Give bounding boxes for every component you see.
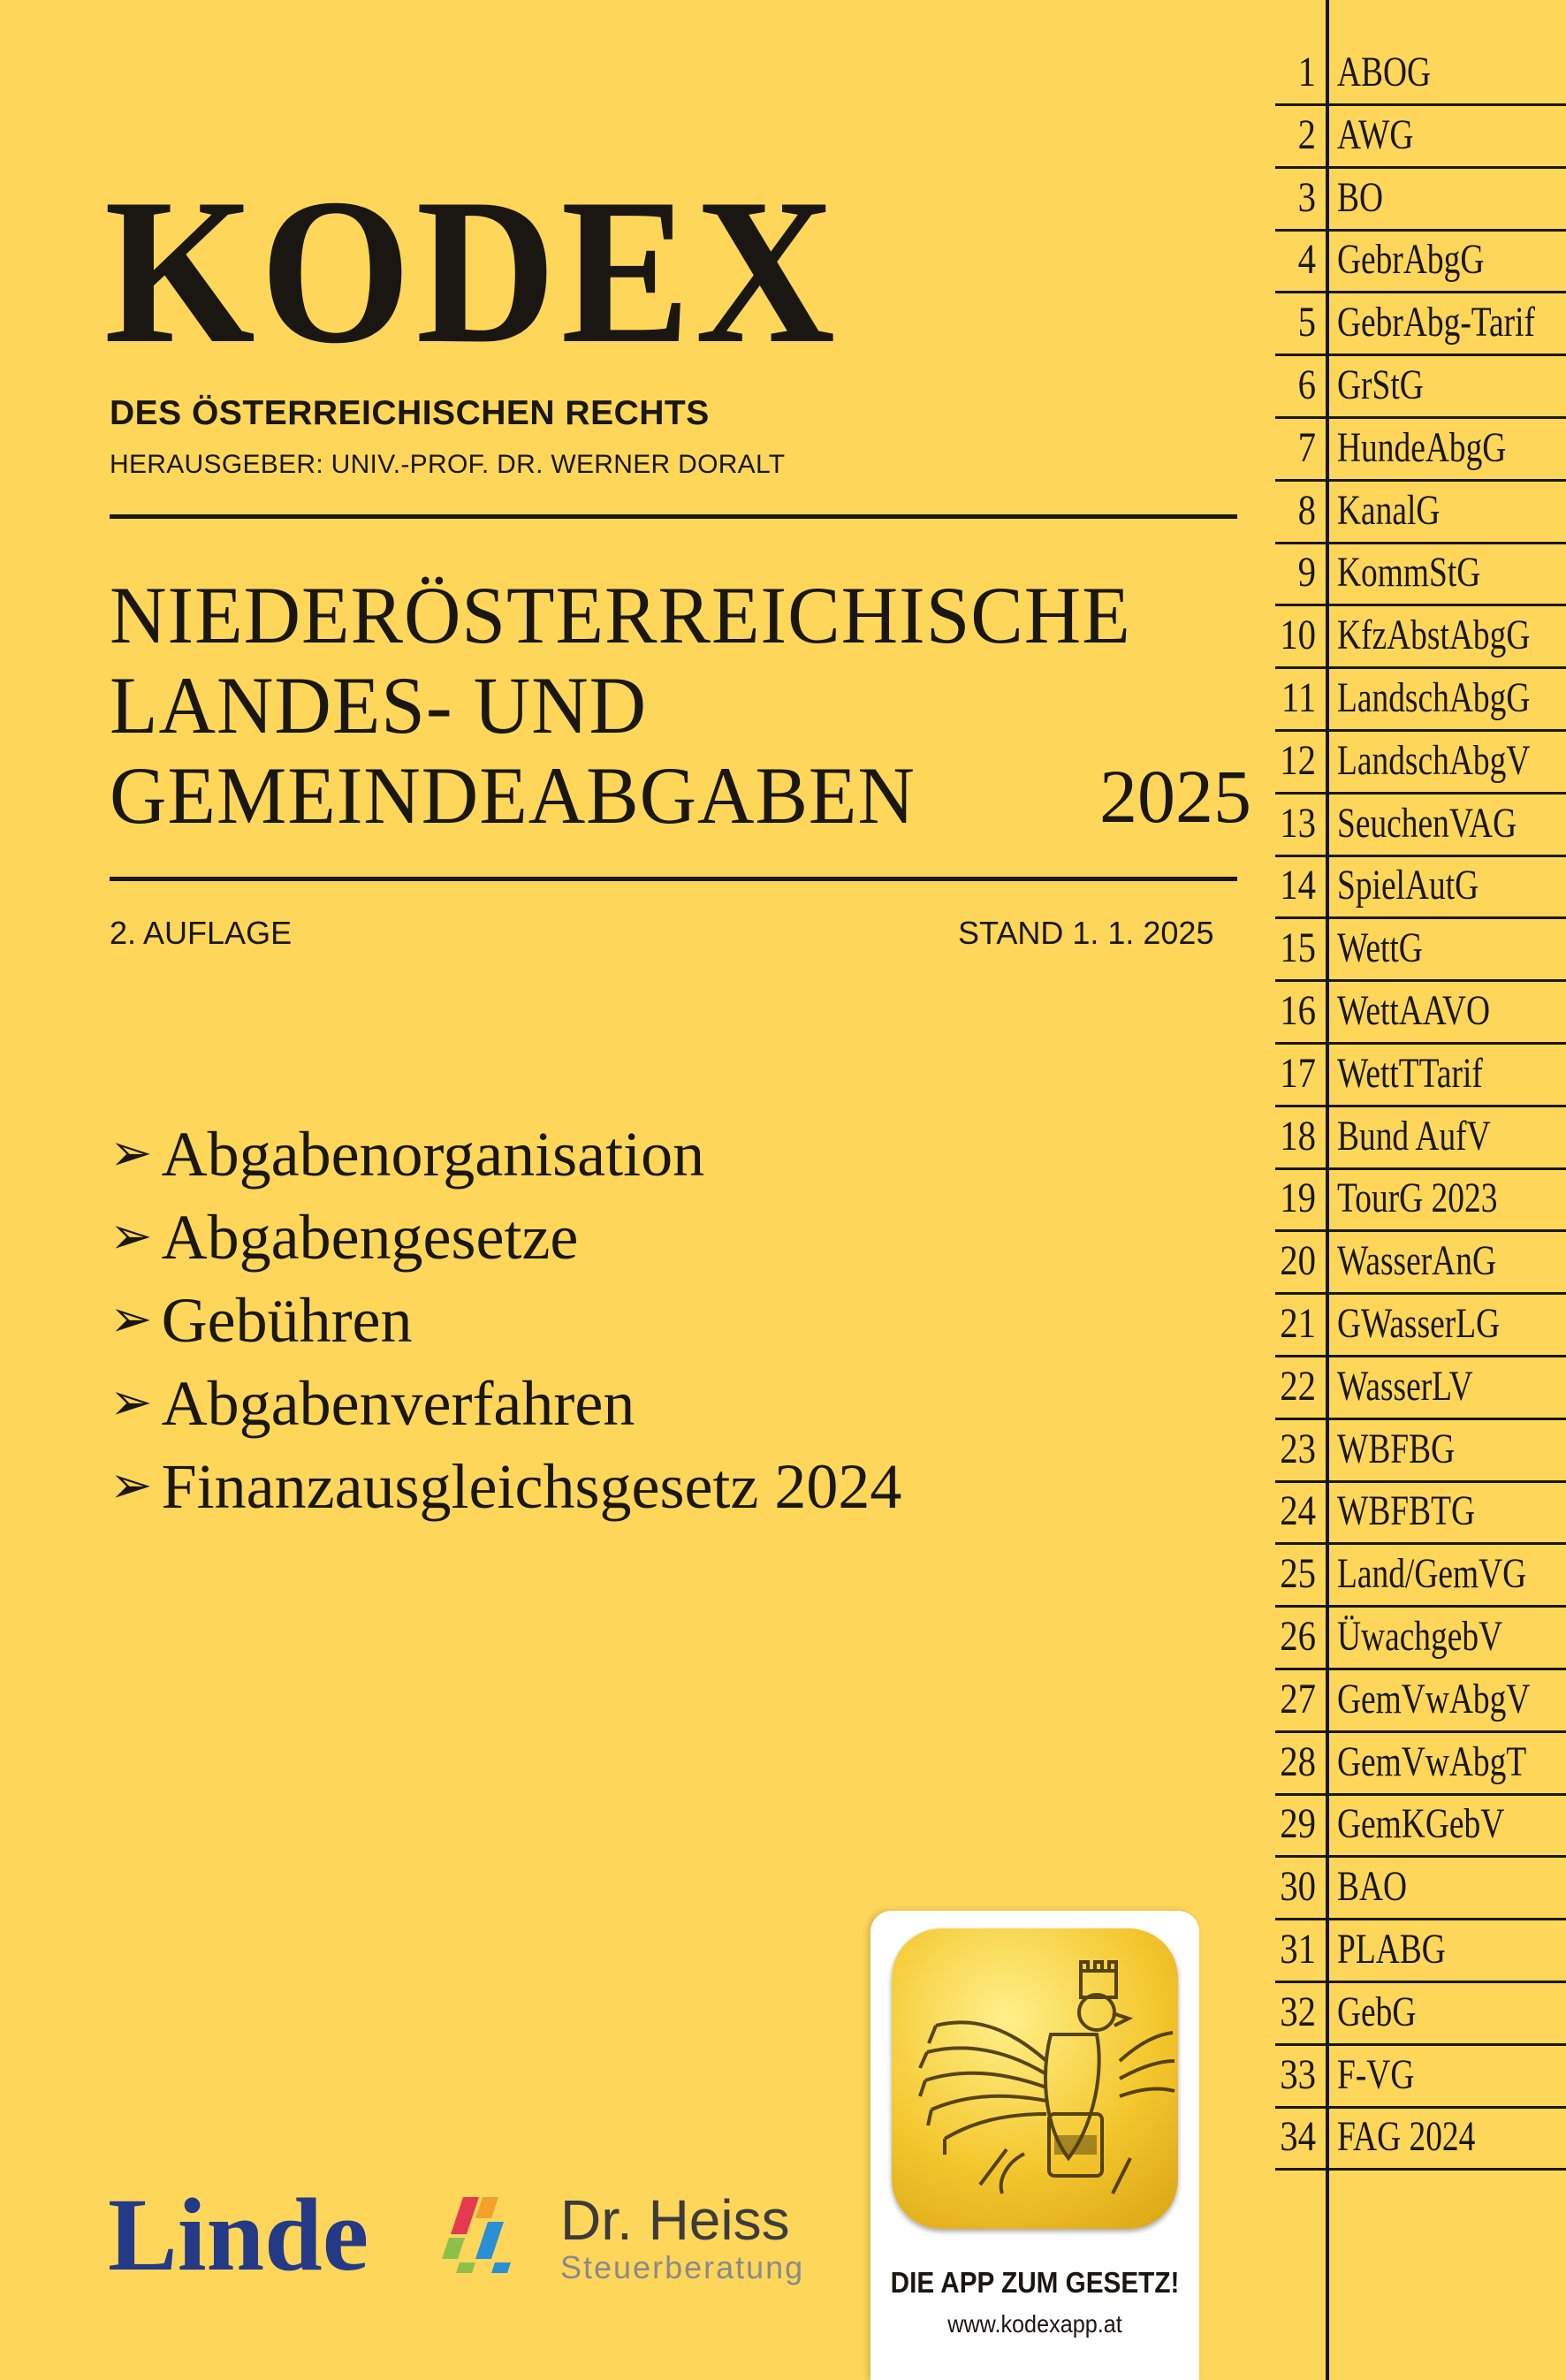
register-number: 2 — [1297, 110, 1316, 158]
register-row — [1275, 169, 1566, 232]
register-row — [1275, 1045, 1566, 1107]
app-url[interactable]: www.kodexapp.at — [947, 2310, 1122, 2338]
register-number: 12 — [1280, 736, 1316, 784]
register-number: 13 — [1280, 799, 1316, 847]
register-number: 25 — [1280, 1550, 1316, 1598]
register-number: 32 — [1280, 1988, 1316, 2035]
register-abbreviation: LandschAbgV — [1337, 736, 1531, 784]
register-number: 31 — [1280, 1926, 1316, 1973]
topic-label: Abgabengesetze — [161, 1202, 579, 1273]
topic-label: Abgabenverfahren — [161, 1368, 635, 1439]
arrow-bullet-icon: ➢ — [110, 1124, 153, 1182]
register-row — [1275, 1733, 1566, 1796]
register-number: 8 — [1297, 486, 1316, 534]
register-number: 20 — [1280, 1237, 1316, 1285]
register-row — [1275, 606, 1566, 669]
register-row — [1275, 1858, 1566, 1920]
register-number: 3 — [1297, 173, 1316, 221]
register-abbreviation: WettG — [1337, 924, 1423, 972]
register-divider — [1275, 2168, 1566, 2171]
register-abbreviation: WasserLV — [1337, 1362, 1473, 1410]
register-row — [1275, 1545, 1566, 1608]
register-row — [1275, 1420, 1566, 1483]
register-number: 29 — [1280, 1800, 1316, 1848]
editor-line: HERAUSGEBER: UNIV.-PROF. DR. WERNER DORALT — [110, 450, 786, 479]
register-row — [1275, 43, 1566, 106]
register-abbreviation: WettTTarif — [1337, 1049, 1483, 1097]
topic-item — [110, 1119, 705, 1190]
dr-heiss-logo-icon — [437, 2190, 525, 2278]
register-abbreviation: GebrAbgG — [1337, 236, 1485, 284]
register-row — [1275, 1670, 1566, 1733]
series-subtitle: DES ÖSTERREICHISCHEN RECHTS — [110, 394, 710, 432]
register-number: 28 — [1280, 1737, 1316, 1785]
register-row — [1275, 356, 1566, 419]
arrow-bullet-icon: ➢ — [110, 1456, 153, 1514]
register-abbreviation: KfzAbstAbgG — [1337, 612, 1531, 659]
register-abbreviation: LandschAbgG — [1337, 674, 1531, 721]
register-number: 17 — [1280, 1049, 1316, 1097]
register-abbreviation: ABOG — [1337, 49, 1432, 95]
arrow-bullet-icon: ➢ — [110, 1207, 153, 1265]
app-icon — [892, 1928, 1178, 2229]
register-number: 33 — [1280, 2050, 1316, 2098]
register-abbreviation: F-VG — [1337, 2050, 1415, 2098]
topic-item — [110, 1368, 635, 1439]
register-abbreviation: GebrAbg-Tarif — [1337, 299, 1536, 346]
register-abbreviation: ÜwachgebV — [1337, 1613, 1503, 1660]
register-number: 19 — [1280, 1175, 1316, 1222]
register-row — [1275, 1357, 1566, 1420]
register-row — [1275, 106, 1566, 169]
register-row — [1275, 1983, 1566, 2046]
register-row — [1275, 419, 1566, 482]
register-number: 4 — [1297, 236, 1316, 284]
register-abbreviation: GWasserLG — [1337, 1300, 1501, 1347]
register-abbreviation: SeuchenVAG — [1337, 799, 1517, 847]
register-row — [1275, 2046, 1566, 2109]
register-abbreviation: BO — [1337, 173, 1384, 221]
register-row — [1275, 982, 1566, 1045]
register-abbreviation: Land/GemVG — [1337, 1550, 1527, 1598]
register-abbreviation: PLABG — [1337, 1926, 1446, 1973]
register-row — [1275, 482, 1566, 544]
register-number: 27 — [1280, 1675, 1316, 1722]
register-abbreviation: GrStG — [1337, 361, 1424, 408]
register-number: 15 — [1280, 924, 1316, 972]
topic-label: Abgabenorganisation — [161, 1119, 705, 1190]
register-row — [1275, 544, 1566, 606]
topic-label: Gebühren — [161, 1285, 413, 1356]
register-row — [1275, 293, 1566, 356]
register-number: 7 — [1297, 423, 1316, 471]
register-number: 9 — [1297, 549, 1316, 597]
register-number: 30 — [1280, 1863, 1316, 1911]
register-number: 23 — [1280, 1425, 1316, 1472]
register-number: 21 — [1280, 1300, 1316, 1347]
register-number: 11 — [1281, 674, 1316, 721]
topic-label: Finanzausgleichsgesetz 2024 — [161, 1451, 902, 1522]
register-row — [1275, 1295, 1566, 1357]
register-abbreviation: HundeAbgG — [1337, 423, 1507, 471]
register-row — [1275, 1169, 1566, 1232]
register-row — [1275, 795, 1566, 857]
register-abbreviation: WBFBG — [1337, 1425, 1456, 1472]
book-year: 2025 — [1099, 754, 1251, 839]
book-title-line-2: LANDES- UND — [110, 660, 648, 750]
register-number: 34 — [1280, 2113, 1316, 2161]
linde-logo: Linde — [108, 2177, 369, 2293]
register-abbreviation: GemVwAbgT — [1337, 1737, 1527, 1785]
topic-item — [110, 1451, 902, 1522]
register-abbreviation: KanalG — [1337, 486, 1441, 534]
app-caption: DIE APP ZUM GESETZ! — [890, 2266, 1180, 2299]
stand-date: STAND 1. 1. 2025 — [958, 915, 1214, 951]
register-abbreviation: GemKGebV — [1337, 1800, 1505, 1848]
register-row — [1275, 1608, 1566, 1670]
book-title-line-3: GEMEINDEABGABEN — [110, 750, 916, 840]
bottom-divider — [110, 877, 1237, 881]
top-divider — [110, 514, 1237, 519]
register-number: 14 — [1280, 862, 1316, 909]
edition-label: 2. AUFLAGE — [110, 915, 293, 951]
register-number: 22 — [1280, 1362, 1316, 1410]
register-number: 6 — [1297, 361, 1316, 408]
topic-item — [110, 1285, 413, 1356]
register-number: 5 — [1297, 299, 1316, 346]
register-row — [1275, 231, 1566, 293]
register-row — [1275, 732, 1566, 795]
series-title: KODEX — [104, 156, 840, 387]
book-title-line-1: NIEDERÖSTERREICHISCHE — [110, 570, 1131, 660]
arrow-bullet-icon: ➢ — [110, 1290, 153, 1348]
register-row — [1275, 1107, 1566, 1170]
register-number: 1 — [1297, 49, 1316, 95]
register-abbreviation: GebG — [1337, 1988, 1417, 2035]
register-abbreviation: KommStG — [1337, 549, 1481, 597]
register-number: 16 — [1280, 987, 1316, 1034]
register-abbreviation: BAO — [1337, 1863, 1408, 1911]
register-abbreviation: TourG 2023 — [1337, 1175, 1498, 1222]
register-abbreviation: GemVwAbgV — [1337, 1675, 1531, 1722]
arrow-bullet-icon: ➢ — [110, 1373, 153, 1431]
app-promo-card — [870, 1911, 1199, 2380]
register-abbreviation: WBFBTG — [1337, 1487, 1476, 1535]
register-abbreviation: SpielAutG — [1337, 862, 1479, 909]
register-abbreviation: Bund AufV — [1337, 1112, 1491, 1160]
register-number: 10 — [1280, 612, 1316, 659]
register-abbreviation: AWG — [1337, 110, 1414, 158]
register-row — [1275, 1795, 1566, 1858]
register-row — [1275, 919, 1566, 982]
dr-heiss-subtitle: Steuerberatung — [560, 2249, 805, 2285]
register-abbreviation: FAG 2024 — [1337, 2113, 1476, 2161]
register-row — [1275, 1920, 1566, 1983]
register-row — [1275, 669, 1566, 732]
topic-item — [110, 1202, 579, 1273]
register-abbreviation: WasserAnG — [1337, 1237, 1496, 1285]
register-row — [1275, 1482, 1566, 1545]
register-row — [1275, 2108, 1566, 2171]
dr-heiss-name: Dr. Heiss — [560, 2188, 790, 2252]
register-abbreviation: WettAAVO — [1337, 987, 1491, 1034]
register-number: 26 — [1280, 1613, 1316, 1660]
register-number: 24 — [1280, 1487, 1316, 1535]
register-row — [1275, 1232, 1566, 1295]
austrian-eagle-coat-of-arms-icon — [892, 1928, 1178, 2229]
register-row — [1275, 856, 1566, 919]
register-number: 18 — [1280, 1112, 1316, 1160]
